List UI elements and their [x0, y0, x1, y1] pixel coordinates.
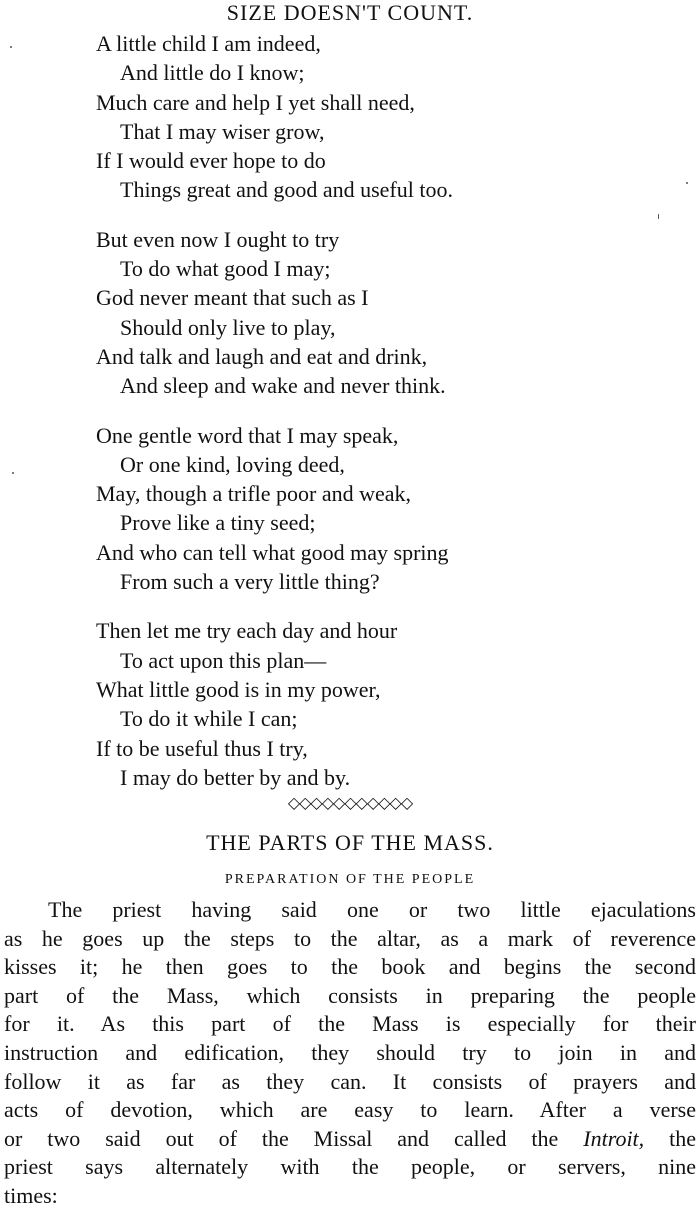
poem-line: And sleep and wake and never think.: [120, 373, 446, 399]
poem-line: That I may wiser grow,: [120, 118, 325, 144]
poem-line: One gentle word that I may speak,: [96, 422, 399, 448]
stanza: [96, 225, 453, 401]
poem-line: And who can tell what good may spring: [96, 539, 449, 565]
paragraph-line-introit: [4, 1125, 696, 1154]
poem-line: Then let me try each day and hour: [96, 618, 398, 644]
poem-line: To do it while I can;: [120, 706, 298, 732]
paragraph-line: instruction and edification, they should try to join in and: [4, 1039, 696, 1065]
poem-line: May, though a trifle poor and weak,: [96, 481, 412, 507]
article-body: [4, 896, 696, 1211]
paragraph-line: kisses it; he then goes to the book and begins the second: [4, 954, 696, 980]
stanza: [96, 421, 453, 597]
introit-term: Introit,: [583, 1125, 645, 1151]
print-speck: [10, 46, 12, 48]
paragraph-line: times:: [4, 1182, 58, 1208]
poem-line: Much care and help I yet shall need,: [96, 89, 415, 115]
line-text-end: the: [669, 1125, 697, 1151]
poem-line: What little good is in my power,: [96, 676, 381, 702]
poem-line: Should only live to play,: [120, 314, 336, 340]
poem-line: But even now I ought to try: [96, 226, 340, 252]
paragraph-line: part of the Mass, which consists in preparing the people: [4, 982, 696, 1008]
poem-line: A little child I am indeed,: [96, 31, 321, 56]
poem-line: I may do better by and by.: [120, 764, 351, 790]
poem-line: And talk and laugh and eat and drink,: [96, 343, 428, 369]
print-speck: [658, 214, 659, 219]
poem-line: Prove like a tiny seed;: [120, 510, 316, 536]
poem-line: To do what good I may;: [120, 256, 331, 282]
paragraph-line: for it. As this part of the Mass is especially for their: [4, 1011, 696, 1037]
paragraph-line: as he goes up the steps to the altar, as a mark of reverence: [4, 925, 696, 951]
article-heading: THE PARTS OF THE MASS.: [206, 830, 494, 855]
poem-body: [96, 29, 453, 792]
poem-line: Or one kind, loving deed,: [120, 451, 345, 477]
poem-line: From such a very little thing?: [120, 569, 380, 595]
paragraph-line: The priest having said one or two little ejaculations: [48, 897, 696, 922]
section-divider-ornament: ◇◇◇◇◇◇◇◇◇◇◇: [287, 795, 413, 812]
article-subheading: PREPARATION OF THE PEOPLE: [224, 872, 476, 887]
poem-line: If to be useful thus I try,: [96, 735, 308, 761]
line-text: or two said out of the Missal and called the: [4, 1125, 559, 1151]
poem-line: And little do I know;: [120, 60, 305, 86]
stanza: [96, 29, 453, 205]
paragraph-line: priest says alternately with the people, or servers, nine: [4, 1154, 696, 1180]
poem-line: To act upon this plan—: [120, 647, 327, 673]
print-speck: [12, 472, 14, 474]
poem-title: SIZE DOESN'T COUNT.: [226, 0, 474, 25]
poem-line: If I would ever hope to do: [96, 148, 326, 174]
stanza: [96, 616, 453, 792]
paragraph-line: follow it as far as they can. It consists of prayers and: [4, 1068, 696, 1094]
poem-line: God never meant that such as I: [96, 285, 369, 311]
paragraph-line: acts of devotion, which are easy to learn. After a verse: [4, 1097, 696, 1123]
poem-line: Things great and good and useful too.: [120, 177, 453, 203]
print-speck: [686, 182, 688, 184]
